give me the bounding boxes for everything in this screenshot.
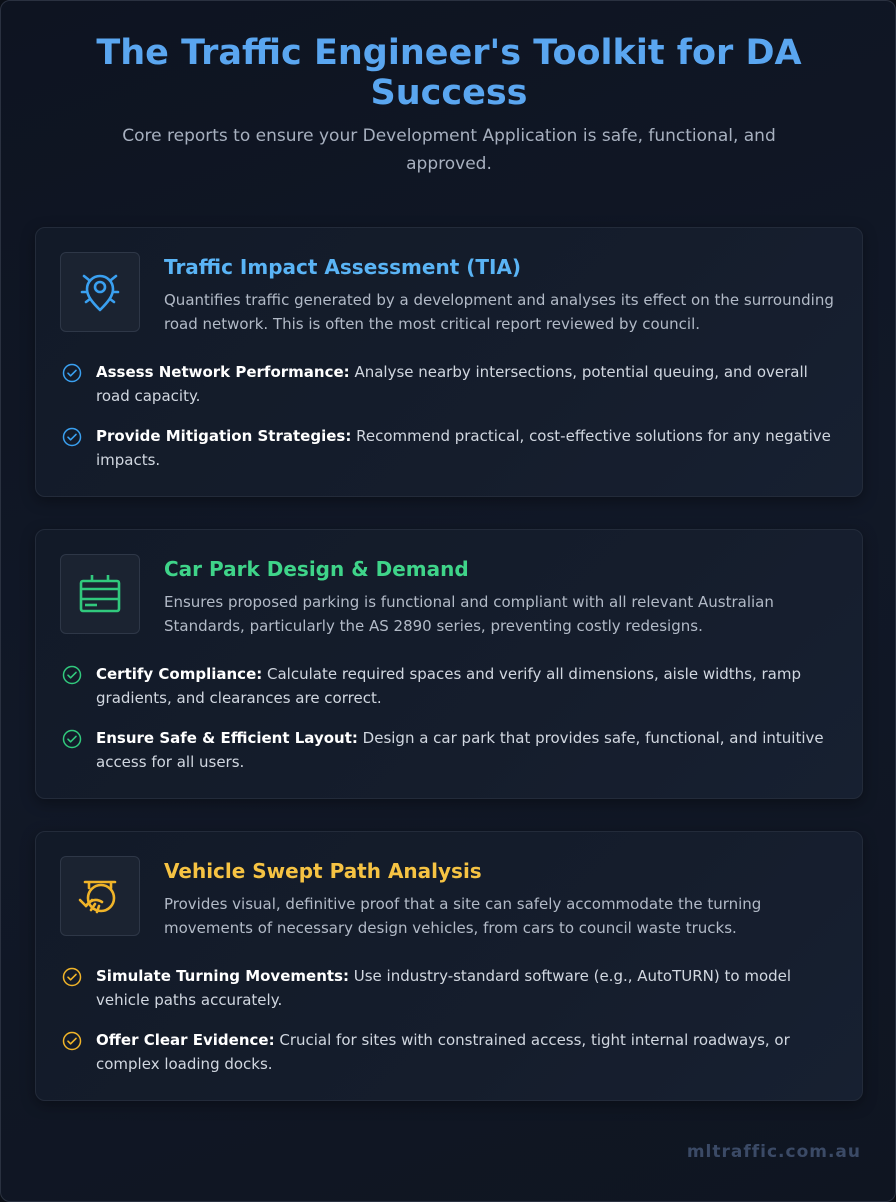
card-title: Car Park Design & Demand <box>164 557 469 581</box>
bullet-label: Provide Mitigation Strategies: <box>96 427 352 445</box>
card-title: Traffic Impact Assessment (TIA) <box>164 255 522 279</box>
footer-brand: mltraffic.com.au <box>686 1142 861 1162</box>
turning-path-icon <box>77 874 123 918</box>
bullet-text <box>96 726 842 774</box>
bullet-label: Ensure Safe & Efficient Layout: <box>96 729 358 747</box>
card-vehicle-swept-path <box>35 831 863 1101</box>
bullet-text <box>96 424 842 472</box>
card-icon-box <box>60 252 140 332</box>
card-traffic-impact-assessment <box>35 227 863 497</box>
parking-lot-icon <box>78 573 122 615</box>
bullet-body: Design a car park that provides safe, functional, and intuitive access for all users. <box>96 729 824 771</box>
check-circle-icon <box>62 1031 82 1051</box>
bullet-label: Assess Network Performance: <box>96 363 350 381</box>
card-description: Ensures proposed parking is functional and compliant with all relevant Australian Standards, particularly the AS 2890 series, preventing costly redesigns. <box>164 593 774 635</box>
check-circle-icon <box>62 427 82 447</box>
bullet-body: Recommend practical, cost-effective solutions for any negative impacts. <box>96 427 831 469</box>
bullet-text <box>96 662 842 710</box>
page-subtitle: Core reports to ensure your Development Application is safe, functional, and approved. <box>122 126 776 174</box>
card-icon-box <box>60 554 140 634</box>
bullet-body: Analyse nearby intersections, potential queuing, and overall road capacity. <box>96 363 808 405</box>
bullet-text <box>96 360 842 408</box>
check-circle-icon <box>62 729 82 749</box>
card-car-park-design <box>35 529 863 799</box>
card-description: Provides visual, definitive proof that a site can safely accommodate the turning movements of necessary design vehicles, from cars to council waste trucks. <box>164 895 762 937</box>
card-icon-box <box>60 856 140 936</box>
bullet-label: Offer Clear Evidence: <box>96 1031 275 1049</box>
card-description: Quantifies traffic generated by a development and analyses its effect on the surrounding road network. This is often the most critical report reviewed by council. <box>164 291 834 333</box>
bullet-text <box>96 964 842 1012</box>
bullet-body: Crucial for sites with constrained access, tight internal roadways, or complex loading docks. <box>96 1031 790 1073</box>
bullet-label: Certify Compliance: <box>96 665 263 683</box>
card-title: Vehicle Swept Path Analysis <box>164 859 482 883</box>
check-circle-icon <box>62 363 82 383</box>
check-circle-icon <box>62 967 82 987</box>
bullet-body: Calculate required spaces and verify all dimensions, aisle widths, ramp gradients, and clearances are correct. <box>96 665 802 707</box>
bullet-label: Simulate Turning Movements: <box>96 967 349 985</box>
check-circle-icon <box>62 665 82 685</box>
bullet-text <box>96 1028 842 1076</box>
page-title: The Traffic Engineer's Toolkit for DA Success <box>96 33 802 113</box>
bullet-body: Use industry-standard software (e.g., AutoTURN) to model vehicle paths accurately. <box>96 967 792 1009</box>
map-pin-icon <box>80 270 120 314</box>
